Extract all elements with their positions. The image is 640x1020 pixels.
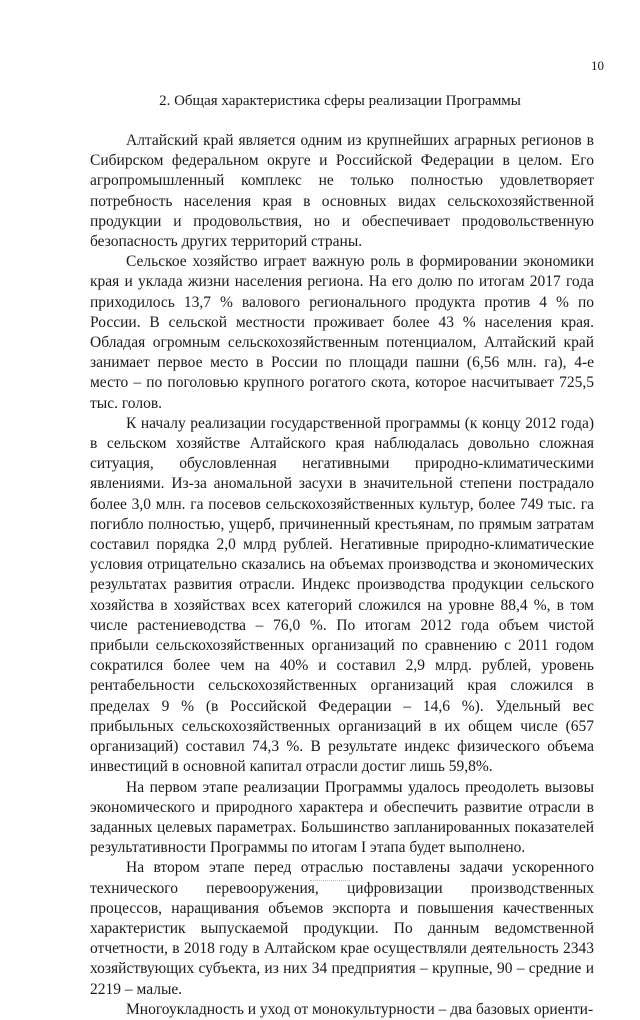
- paragraph: На втором этапе перед отраслью поставлены задачи ускоренного технического перевооружения, цифровизации производственных процессов, наращивания объемов экспорта и повышения качественных характеристик выпускаемой продукции. По данным ведомственной отчетности, в 2018 году в Алтайском крае осуществляли деятельность 2343 хозяйствующих субъекта, из них 34 предприятия – крупные, 90 – средние и 2219 – малые.: [90, 859, 594, 998]
- paragraph: К началу реализации государственной программы (к концу 2012 года) в сельском хозяйстве Алтайского края наблюдалась довольно сложная ситуация, обусловленная негативными природно-климатическими явлениями. Из-за аномальной засухи в значительной степени пострадало более 3,0 млн. га посевов сельскохозяйственных культур, более 749 тыс. га погибло полностью, ущерб, причиненный крестьянам, по прямым затратам составил порядка 2,0 млрд рублей. Негативные природно-климатические условия отрицательно сказались на объемах производства и экономических результатах развития отрасли. Индекс производства продукции сельского хозяйства в хозяйствах всех категорий сложился на уровне 88,4 %, в том числе растениеводства – 76,0 %. По итогам 2012 года объем чистой прибыли сельскохозяйственных организаций по сравнению с 2011 годом сократился более чем на 40% и составил 2,9 млрд. рублей, уровень рентабельности сельскохозяйственных организаций края сложился в пределах 9 % (в Российской Федерации – 14,6 %). Удельный вес прибыльных сельскохозяйственных организаций в их общем числе (657 организаций) составил 74,3 %. В результате индекс физического объема инвестиций в основной капитал отрасли достиг лишь 59,8%.: [90, 414, 594, 776]
- paragraph: Сельское хозяйство играет важную роль в формировании экономики края и уклада жизни населения региона. На его долю по итогам 2017 года приходилось 13,7 % валового регионального продукта против 4 % по России. В сельской местности проживает более 43 % населения края. Обладая огромным сельскохозяйственным потенциалом, Алтайский край занимает первое место в России по площади пашни (6,56 млн. га), 4-е место – по поголовью крупного рогатого скота, которое насчитывает 725,5 тыс. голов.: [90, 253, 594, 412]
- page-number: 10: [591, 58, 604, 73]
- paragraph: На первом этапе реализации Программы удалось преодолеть вызовы экономического и природного характера и обеспечить развитие отрасли в заданных целевых параметрах. Большинство запланированных показателей результативности Программы по итогам I этапа будет выполнено.: [90, 778, 594, 857]
- paragraph: Алтайский край является одним из крупнейших аграрных регионов в Сибирском федеральном округе и Российской Федерации в целом. Его агропромышленный комплекс не только полностью удовлетворяет потребность населения края в основных видах сельскохозяйственной продукции и продовольствия, но и обеспечивает продовольственную безопасность других территорий страны.: [90, 132, 594, 251]
- section-title: 2. Общая характеристика сферы реализации Программы: [159, 93, 521, 109]
- paragraph: Многоукладность и уход от монокультурности – два базовых ориенти-: [126, 1000, 594, 1018]
- scan-artifact: [310, 880, 350, 882]
- body-text: [90, 131, 594, 1020]
